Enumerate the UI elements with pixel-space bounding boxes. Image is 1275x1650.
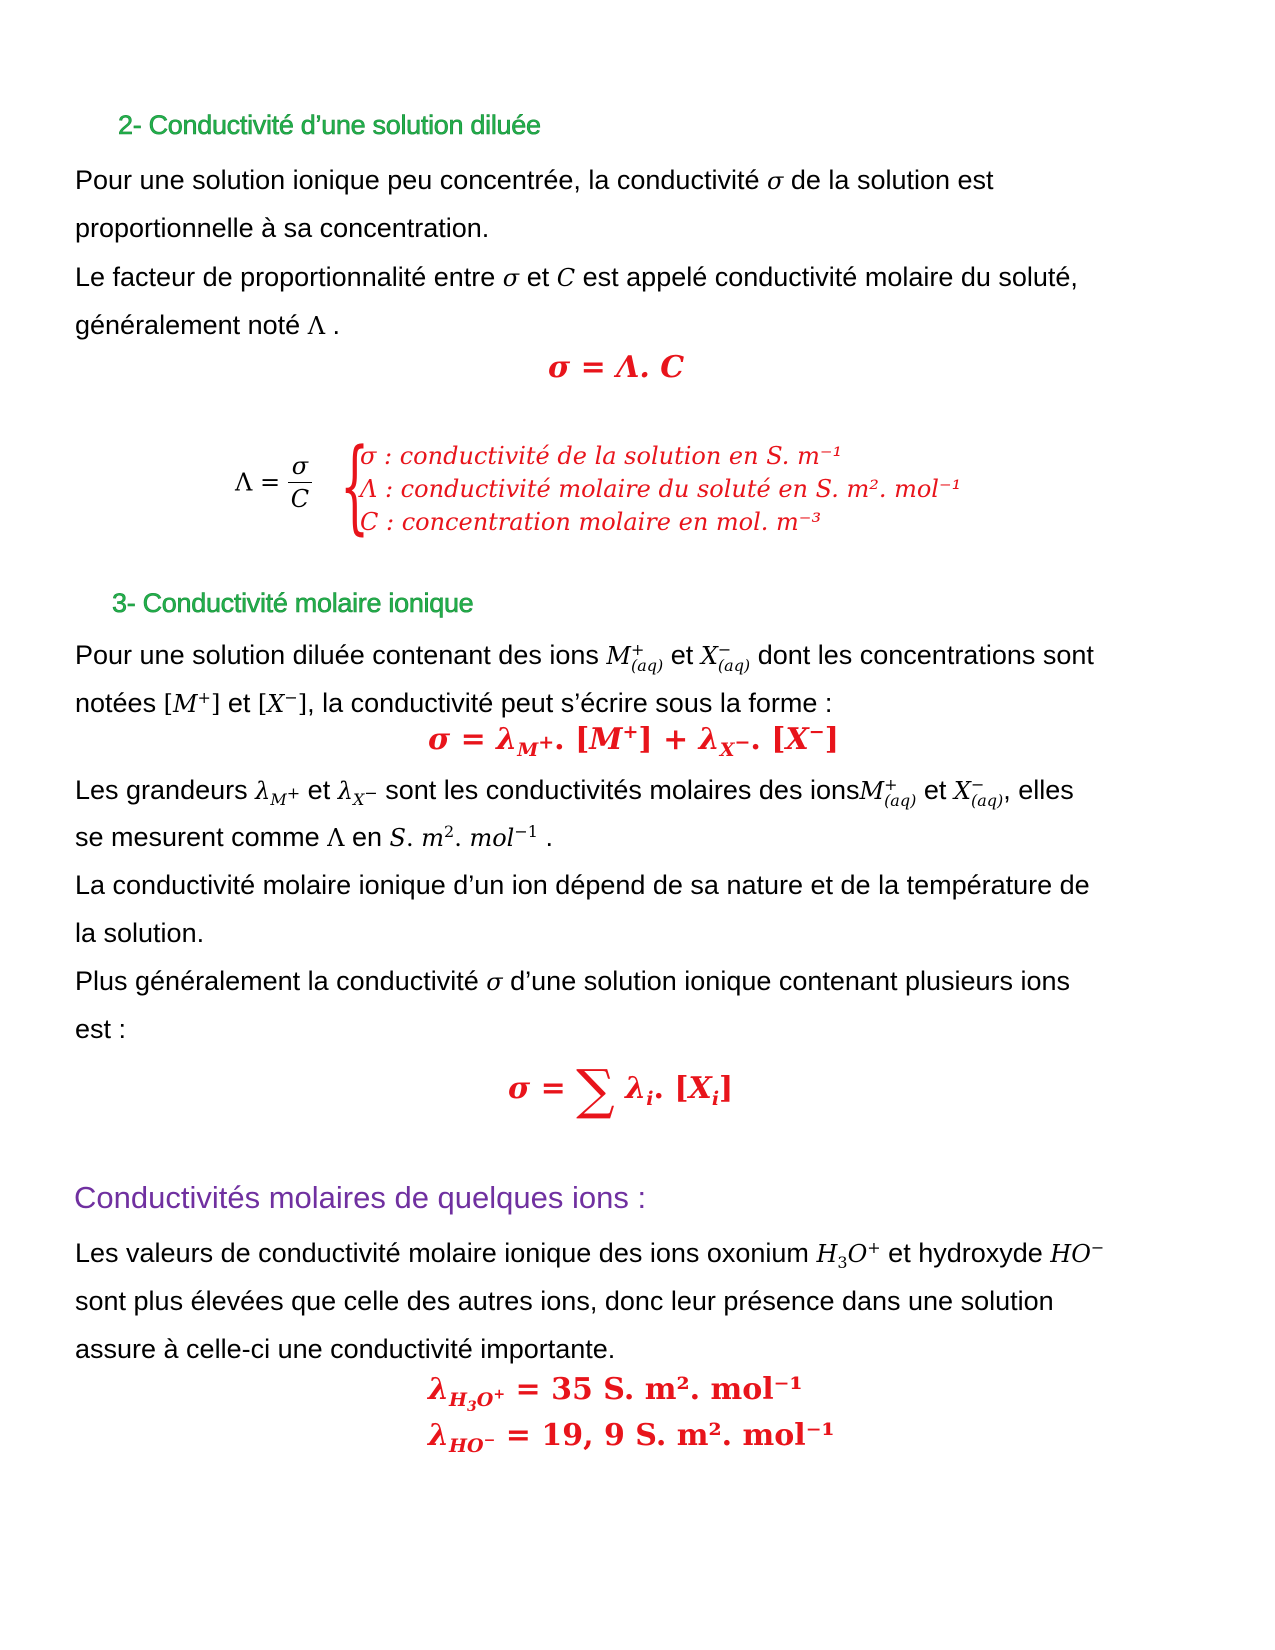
legend-line: C : concentration molaire en mol. m⁻³ (360, 508, 822, 536)
text: Les valeurs de conductivité molaire ionique des ions oxonium (75, 1238, 809, 1268)
text: et hydroxyde (888, 1238, 1043, 1268)
text: Plus généralement la conductivité (75, 966, 479, 996)
paragraph: sont plus élevées que celle des autres ions, donc leur présence dans une solution (75, 1286, 1054, 1316)
paragraph: est : (75, 1014, 127, 1044)
paragraph: assure à celle-ci une conductivité importante. (75, 1334, 616, 1364)
section-3-heading: 3- Conductivité molaire ionique (112, 588, 474, 618)
ion-ho: HO− (1050, 1238, 1105, 1268)
formula-sigma-lambda-c: σ = Λ. C (548, 350, 685, 385)
fraction-denominator: C (290, 485, 310, 513)
fraction (288, 452, 312, 513)
legend-line: σ : conductivité de la solution en S. m⁻¹ (360, 442, 843, 470)
paragraph: La conductivité molaire ionique d’un ion dépend de sa nature et de la température de (75, 870, 1090, 900)
paragraph (75, 630, 1205, 681)
text: et (227, 688, 251, 718)
text: Le facteur de proportionnalité entre (75, 262, 496, 292)
ion-x-aq: X − (aq) (953, 774, 1004, 810)
paragraph (75, 300, 1205, 351)
text: Les grandeurs (75, 775, 248, 805)
text: et (307, 775, 331, 805)
legend-block (360, 440, 961, 539)
unit-s-m2-mol: S. $m^2$. mol$^{-1}$ (389, 822, 538, 852)
fraction-numerator: σ (288, 452, 312, 483)
text: Pour une solution ionique peu concentrée, la conductivité (75, 165, 760, 195)
paragraph (75, 252, 1205, 303)
text: dont les concentrations sont (757, 640, 1094, 670)
paragraph (75, 155, 1205, 206)
text: en (351, 822, 383, 852)
lambda-m: $\lambda_{M^+}$ (255, 777, 301, 809)
formula-sigma-ions: $\sigma = \lambda_{M^+}$. $[M^+] + \lambda_{X^-}$. [X−] (428, 721, 839, 761)
text: est appelé conductivité molaire du soluté, (582, 262, 1078, 292)
conc-x: [X−] (257, 688, 308, 718)
section-2-heading: 2- Conductivité d’une solution diluée (118, 110, 541, 140)
text: , la conductivité peut s’écrire sous la forme : (307, 688, 833, 718)
ion-m-aq: M + (aq) (606, 639, 664, 675)
text: et (670, 640, 694, 670)
paragraph (75, 812, 1205, 863)
text: généralement noté (75, 310, 301, 340)
legend-line: Λ : conductivité molaire du soluté en S. m². mol⁻¹ (360, 475, 962, 503)
lambda-lhs: Λ = (235, 468, 281, 497)
text: Pour une solution diluée contenant des ions (75, 640, 599, 670)
paragraph: la solution. (75, 918, 205, 948)
lambda-symbol: Λ (327, 824, 345, 852)
formula-sigma-sum: σ = ∑ $\lambda_i$. $[X_i]$ (508, 1058, 734, 1121)
text: . (332, 310, 341, 340)
paragraph (75, 1228, 1205, 1279)
text: de la solution est (790, 165, 994, 195)
lambda-symbol: Λ (307, 312, 326, 340)
text: , elles (1003, 775, 1074, 805)
sigma-symbol: σ (766, 167, 784, 195)
text: se mesurent comme (75, 822, 320, 852)
text: notées (75, 688, 157, 718)
lambda-ho-value: $\lambda_{HO^-} = 19$, 9 S. m². mol⁻¹ (428, 1418, 835, 1457)
lambda-fraction (235, 452, 312, 513)
text: d’une solution ionique contenant plusieurs ions (510, 966, 1071, 996)
value-text: = 19, 9 S. m². mol⁻¹ (505, 1418, 835, 1453)
paragraph (75, 765, 1205, 816)
paragraph: proportionnelle à sa concentration. (75, 213, 490, 243)
ion-h3o: $H_3O^+$ (816, 1238, 881, 1272)
ion-x-aq: X − (aq) (700, 639, 751, 675)
sigma-symbol: σ (486, 968, 503, 996)
value-text: = 35 S. m². mol⁻¹ (515, 1372, 803, 1407)
text: . (545, 822, 553, 852)
section-4-heading: Conductivités molaires de quelques ions : (74, 1180, 647, 1215)
curly-brace-icon: { (340, 427, 370, 546)
text: et (923, 775, 947, 805)
lambda-x: $\lambda_{X^-}$ (337, 777, 378, 809)
conc-m: [M+] (163, 688, 221, 718)
c-symbol: C (556, 264, 576, 292)
paragraph (75, 956, 1205, 1007)
sigma-symbol: σ (502, 264, 520, 292)
lambda-h3o-value: $\lambda_{H_3O^+} = 35$ S. m². mol⁻¹ (428, 1372, 803, 1415)
text: sont les conductivités molaires des ions (385, 775, 860, 805)
text: et (526, 262, 550, 292)
ion-m-aq: M + (aq) (859, 774, 917, 810)
